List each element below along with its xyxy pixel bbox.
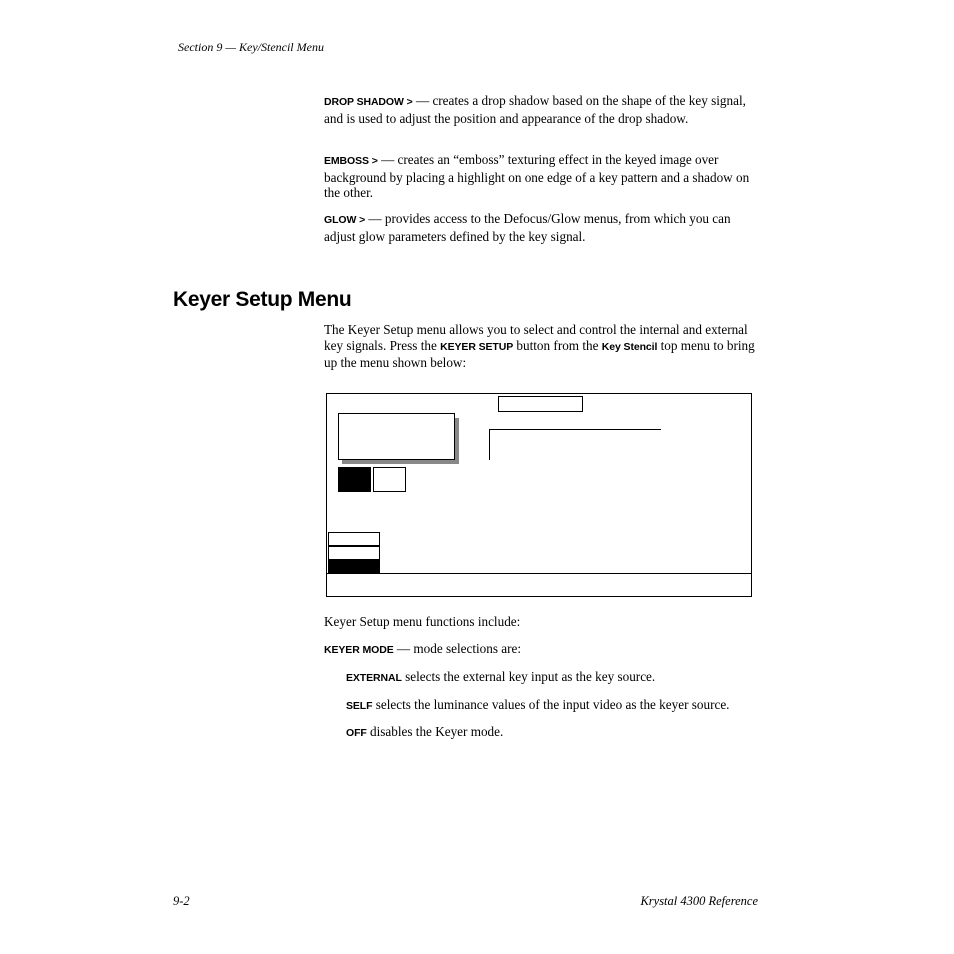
keyer-mode-keyword: KEYER MODE [324,644,394,656]
keyer-mode-description [324,641,764,659]
intro-part1: The Keyer Setup menu allows you to select and control the internal and external key signals. Press the [324,322,748,353]
status-bar-divider [327,573,751,574]
menu-button-3-selected[interactable] [328,560,380,573]
drop-shadow-keyword: DROP SHADOW > [324,96,413,108]
external-keyword: EXTERNAL [346,672,402,684]
drop-shadow-text: — creates a drop shadow based on the shape of the key signal, and is used to adjust the position and appearance of the drop shadow. [324,93,746,126]
off-keyword: OFF [346,727,367,739]
glow-description [324,211,764,244]
external-text: selects the external key input as the key source. [401,669,656,684]
keyer-setup-keyword: KEYER SETUP [440,340,514,353]
document-title: Krystal 4300 Reference [640,894,758,908]
page-number: 9-2 [173,894,190,908]
drop-shadow-description [324,93,764,126]
glow-text: — provides access to the Defocus/Glow menus, from which you can adjust glow parameters defined by the key signal. [324,211,731,244]
section-intro [324,322,764,371]
self-text: selects the luminance values of the input video as the keyer source. [372,697,730,712]
menu-button-2[interactable] [328,546,380,560]
intro-part2: button from the [513,337,602,353]
emboss-text: — creates an “emboss” texturing effect in the keyed image over background by placing a highlight on one edge of a key pattern and a shadow on the other. [324,152,750,201]
self-keyword: SELF [346,700,373,712]
menu-title-box [498,396,583,412]
section-heading: Keyer Setup Menu [173,288,352,311]
off-text: disables the Keyer mode. [366,724,504,739]
intro-part3: top menu to bring up the menu shown below: [324,337,755,371]
mode-self [346,697,776,715]
mode-button-selected[interactable] [338,467,371,492]
parameter-line-horizontal [489,429,661,430]
emboss-description [324,152,764,201]
mode-external [346,669,776,687]
mode-button[interactable] [373,467,406,492]
emboss-keyword: EMBOSS > [324,155,378,167]
key-stencil-keyword: Key Stencil [601,340,658,353]
keyer-setup-menu-figure [326,393,752,597]
menu-button-1[interactable] [328,532,380,546]
parameter-line-vertical [489,429,490,460]
keyer-mode-text: — mode selections are: [393,641,522,656]
keyer-mode-panel [338,413,455,460]
running-header: Section 9 — Key/Stencil Menu [178,40,324,54]
mode-off [346,724,776,742]
functions-intro: Keyer Setup menu functions include: [324,614,521,629]
glow-keyword: GLOW > [324,214,366,226]
